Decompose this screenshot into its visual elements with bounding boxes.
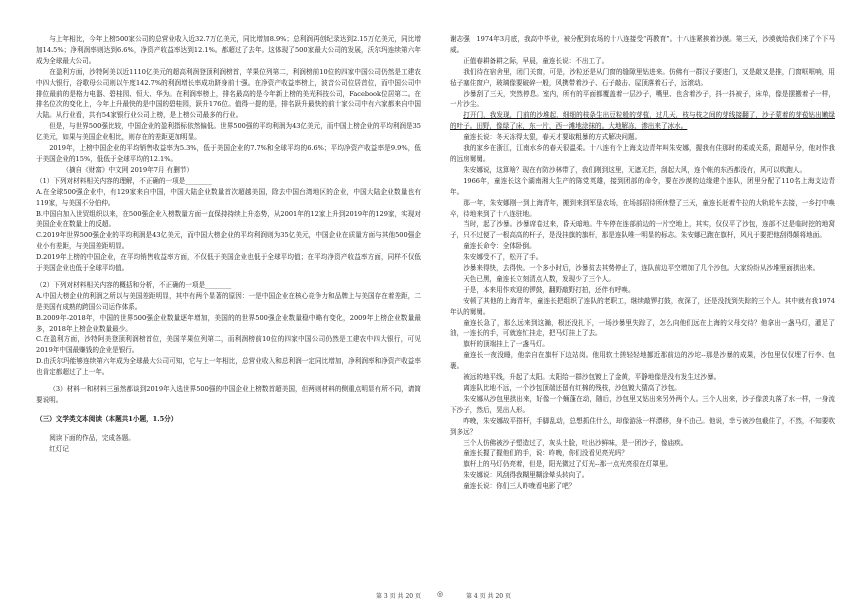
story-paragraph: 童连长握了握他们的手，说：昨晚，你们没看见亮光吗？ [463,449,629,458]
material-paragraph: 2019年，上榜中国企业的平均销售收益率为5.3%，低于美国企业的7.7%和全球平均的6.6%；平均净资产收益率是9.9%，低于美国企业的15%，低低于全球平均的12.1%。 [36,144,421,163]
story-paragraph: 童连长一夜没睡，他亲自在旗杆下边站岗。他用软土搓轻轻地挪近那前边的沙坨--那是沙暴的成果，沙包里仅仅埋了行李、包裹。 [450,351,835,371]
story-paragraph: 旗杆的顶端挂上了一盏马灯。 [463,340,549,349]
page-number-right: 第 4 页 共 20 页 [466,593,511,600]
story-paragraph: 当时，起了沙暴。沙暴席卷过来，昏天暗地。牛车停在连部前边的一片空地上，其实，仅仅平了沙包，连部不过是临时挖的地窝子，只不过便了一根高高的杆子，是没挂旗的旗杆，那是连队唯一明显的标志。朱安娜已跑在旗杆，风凡于要把他刮得颠将地面。 [450,220,835,240]
story-paragraph: 我们待在宿舍里，闭门关窗，可是，沙粒还是从门窗的缝隙里钻进来。仿佛有一群汉子要进门，又是敲又是推，门窗哐哐响，用毡子塞住窗户，玻璃像要破碎一般，风携带着沙子、石子敲击、屋顶落着石子，远滚动。 [450,67,835,87]
material-paragraph: 但是，与世界500强比较，中国企业的盈利指标依然偏低。世界500强的平均利润为43亿美元，而中国上榜企业的平均利润是35亿美元，如果与美国企业相比，则存在的差距更加明显。 [36,122,421,142]
section-title: （三）文学类文本阅读（本题共1小题，1.5分） [36,414,178,423]
story-paragraph: 离连队比地不远，一个沙包顶端还留有红棉的残枝，沙包镀大猜高了沙包。 [463,384,681,392]
story-paragraph: 沙暴刮了三天，突然停息。室内，所有的平面都覆盖着一层沙子，嘴里、也含着沙子，抖一抖被子，床单，像是摆搬着子一样，一片沙尘。 [450,89,835,109]
story-paragraph: 安顿了其他的上海青年，童连长把组织了连队的老职工，继续敲锣打鼓，夜深了，还是没找到失踪的三个人。其中就有我1974年认的舅舅。 [450,296,835,316]
question-1-option: B.中国自加入世贸组织以来，在500强企业入榜数量方面一直保持持续上升态势，从2001年的12家上升到2019年的129家，实现对美国企业在数量上的反超。 [36,209,421,229]
material-paragraph: 与上年相比，今年上榜500家公司的总营业收入近32.7万亿美元，同比增加8.9%；总利润再创纪录达到2.15万亿美元，同比增加14.5%；净利润率则达到6.6%，净资产收益率达到12.1%。都超过了去年。这体现了500家最大公司的发展，沃尔玛连续第六年成为全球最大公司。 [36,35,421,65]
question-1-option: C.2019年世界500强企业的平均利润是43亿美元，而中国大榜企业的平均利润则为35亿美元，中国企业在质量方面与其他500强企业小有差距，与美国差距明显。 [36,231,421,251]
question-2-stem: （2）下列对材料相关内容的概括和分析，不正确的一项是________ [36,280,232,289]
story-paragraph: 1966年，童连长这个湖南湘大生产的陈党英雄，接到团部的命令，要在沙漠的边缘建个连队，团里分配了110名上海支边青年。 [450,176,835,196]
question-1 [36,176,421,274]
spacer [36,406,421,412]
story-paragraph: 打开门，我发现，门前的沙堆起，细细的枝条生出豆粒般的芽苞，过几天，枝与枝之间的芽线接翻了，沙子蒙着的芽苞钻出嫩绿的叶子。田野，像绿了床，东一片，西一滩地涂抹的。大地解冻，渗出来了冰水。 [450,111,835,131]
question-1-option: D.2019年上榜的中国企业，在平均销售收益率方面，不仅低于美国企业也低于全球平均值；在平均净资产收益率方面，同样不仅低于美国企业也低于全球平均值。 [36,253,421,273]
question-2-option: A.中国大榜企业的利润之所以与美国差距明显，其中有两个显著的原因：一是中国企业在核心竞争力和品牌上与美国存在着差距，二是美国有成熟的跨国公司运作体系。 [36,291,421,311]
material-paragraphs [36,34,421,165]
story-paragraph: 天色已黑，童连长立刻清点人数，发现少了三个人。 [463,274,615,283]
question-2-option: C.在盈利方面，沙特阿美登顶利润榜首位，美国苹果位列第二，而利润榜前10位的四家中国公司仍然是工建农中四大银行，可见2019年中国最赚钱的企业是银行。 [36,335,421,355]
story-title: 红灯记 [49,444,69,453]
question-2 [36,280,421,378]
story-paragraph: 童连长说：你们三人昨晚看电影了吧？ [463,482,576,491]
question-2-option: B.2009年-2018年，中国的世界500强企业数量逐年增加，美国的的世界500强企业数量稳中略有变化，2009年上榜企业数量最多，2018年上榜企业数量最少。 [36,313,421,333]
story-paragraph: 我的家乡在浙江，江南水乡的春天很温柔。十八连有个上海支边青年叫朱安娜，握我有住那时的柔或关系，跟超早分，他对作我的远房舅舅。 [450,144,835,163]
story-paragraph: 童连长说：冬天冻得太狠，春天才要取粗暴的方式解决问题。 [463,133,642,142]
story-paragraph: 童连长命令：全体卧倒。 [463,242,536,251]
right-column [450,34,835,492]
reading-instruction: 阅读下面的作品，完成各题。 [49,433,135,442]
question-3: （3）材料一和材料三虽然都谈到2019年入选世界500强的中国企业上榜数首超美国，但两则材料的侧重点明显有所不同，请简要说明。 [36,385,421,404]
material-source: （摘自《财富》中文网 2019年7月 有删节） [62,165,194,174]
story-paragraph: 沙暴来得快，去得快。一个多小时后，沙暴贫去其势停止了，连队前边平空增加了几个沙包。大家纷纷从沙堆里面拱出来。 [463,264,820,273]
story-paragraph: 谢志强 1974年3月底，我高中毕业，被分配到农场的十八连接受“再教育”。十八连紧挨着沙漠。第三天，沙漠就给我们来了个下马威。 [450,35,835,54]
story-paragraph: 被远的地平线，升起了太阳。太阳给一群沙包镀上了金黄，平静地像是没有发生过沙暴。 [463,373,721,382]
story-paragraph: 朱安娜从沙包里拱出来，好像一个蛹蓬在动，随后，沙包里又钻出来另外两个人。三个人出来，沙子像羡丸落了水一样，一身流下沙子，然后，晃出人形。 [450,394,835,414]
left-column [36,34,421,455]
question-2-option: D.由沃尔玛能够连续第六年成为全球最大公司可知，它与上一年相比，总营业收入和总利润一定同比增加，净利润率和净资产收益率也肯定都超过了上一年。 [36,357,421,377]
story-paragraph: 朱安娜说：风刮得我糊里糊涂晕头转向了。 [463,471,589,480]
story-paragraph: 旗杆上的马灯仍亮着，但是，阳光微过了灯光--那一点光亮很在灯罩里。 [463,460,673,469]
story-paragraph: 童连长急了，那么远来到这瀚，根还没扎下，一场沙暴里失踪了，怎么向他们远在上海的父母交待？他拿出一盏马灯，灌足了油，一连长的手，可就连忙挂走，把马灯挂上了去。 [450,318,835,338]
story-paragraph: 三个人仿佛被沙子塑造过了，灰头土脸，吐出沙鲜味，是一团沙子，像庙疾。 [463,438,688,447]
story-paragraph: 正值春耕备耕之际，早晨，童连长说：不出工了。 [463,56,609,65]
story-paragraph: 咋晚，朱安娜故平搭杆，手脚乱动，总想抓住什么，却像游泳一样漂移，身不由己。他说，幸亏被沙包截住了，不然，不知要吹到多远？ [450,416,835,436]
story-paragraph: 那一年，朱安娜刚一到上海青年，搬到来到军垦农场，在场部招待所休整了三天，童连长赶着牛拉的大轨轮车去接，一乡打中唤卒，待地来到了十八连驻地。 [450,198,835,218]
story-paragraphs [450,34,835,492]
page-number-left: 第 3 页 共 20 页 [376,593,421,600]
story-paragraph: 朱安娜说，这算啥？现在有防沙林带了，我们刚到这里，无遮无拦，刮起大风，连个帐的东西都没有，风可以吹跑人。 [463,165,807,174]
binding-mark-icon: ◎ [437,590,444,598]
story-paragraph: 于是，本来用作欢迎的锣鼓，翻野敲野打拍，还伴有呼唤。 [463,285,635,294]
question-1-option: A.在全球500强企业中，有129家来自中国，中国大陆企业数量首次超越美国，除去中国台湾地区的企业，中国大陆企业数量也有119家，与美国不分伯仲。 [36,187,421,207]
material-paragraph: 在盈利方面，沙特阿美以近1110亿美元的超高利润登顶利润榜首，苹果位列第二，利润榜前10位的四家中国公司仍然是工建农中四大银行，谷歌母公司则以午度142.7%的利润增长率成功跻身前十强。在净资产收益率榜上，波音公司位居首位，而中国公司中排位最前的是格力电器、碧桂园、恒大、华为。在利润率榜上，排名最高的是今年新上榜的美光科技公司，Facebook位居第二。在排名位次的变化上，今年上升最快的是中国的碧桂园，跃升176位。值得一提的是，排名跃升最快的前十家公司中有六家都来自中国大陆。从行业看，共有54家银行业公司上榜，是上榜公司最多的行业。 [36,67,421,120]
question-1-stem: （1）下列对材料相关内容的理解，不正确的一项是________ [36,176,212,185]
story-paragraph: 朱安娜受不了，松开了手。 [463,253,543,262]
